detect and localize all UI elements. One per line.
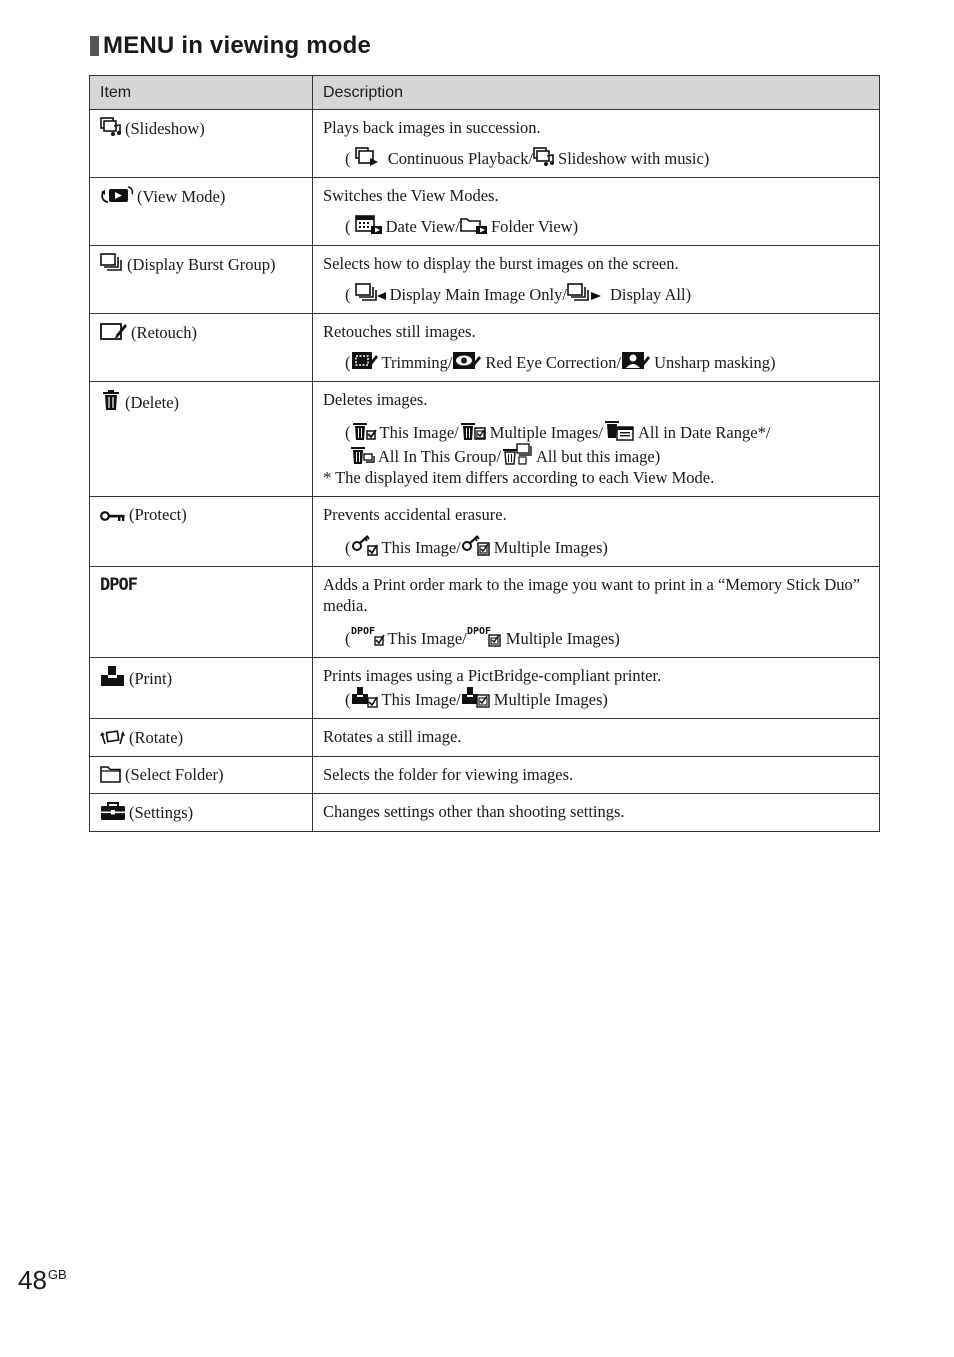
delete-all-but-this-icon	[501, 443, 533, 465]
option-label: Multiple Images)	[493, 690, 608, 709]
retouch-icon	[100, 321, 128, 341]
display-all-icon	[567, 283, 607, 303]
item-cell	[90, 719, 313, 757]
item-cell	[90, 246, 313, 314]
description-cell	[313, 497, 880, 567]
option-label: This Image/	[381, 538, 461, 557]
protect-this-image-icon	[351, 534, 379, 556]
description-text: Deletes images.	[323, 390, 428, 409]
description-text: Switches the View Modes.	[323, 186, 499, 205]
heading-text: MENU in viewing mode	[103, 32, 372, 59]
column-header-description: Description	[313, 76, 880, 110]
item-cell	[90, 314, 313, 382]
red-eye-correction-icon	[452, 351, 482, 371]
toolbox-icon	[100, 801, 126, 821]
table-row	[90, 757, 880, 794]
open-paren: (	[345, 353, 351, 372]
options-line	[323, 147, 869, 169]
option-label: Multiple Images)	[493, 538, 608, 557]
delete-multiple-icon	[459, 421, 487, 441]
description-text: Selects the folder for viewing images.	[323, 765, 574, 784]
description-text: Changes settings other than shooting settings.	[323, 802, 625, 821]
svg-text:DPOF: DPOF	[350, 626, 375, 637]
print-this-image-icon	[351, 686, 379, 708]
key-icon	[100, 509, 126, 523]
table-row	[90, 794, 880, 832]
page-number-value: 48	[18, 1265, 47, 1295]
delete-date-range-icon	[603, 419, 635, 441]
options-line	[323, 534, 869, 558]
options-line	[323, 351, 869, 373]
item-label: (Settings)	[129, 803, 194, 822]
protect-multiple-icon	[461, 534, 491, 556]
item-cell	[90, 382, 313, 497]
description-cell	[313, 757, 880, 794]
menu-table	[89, 75, 880, 832]
description-text: Adds a Print order mark to the image you want to print in a “Memory Stick Duo” media.	[323, 575, 861, 615]
table-row	[90, 567, 880, 658]
date-view-icon	[355, 215, 383, 235]
open-paren: (	[345, 149, 351, 168]
folder-icon	[100, 765, 122, 783]
table-row	[90, 658, 880, 719]
description-text: Selects how to display the burst images on the screen.	[323, 254, 679, 273]
dpof-multiple-icon	[467, 625, 503, 647]
delete-this-image-icon	[351, 421, 377, 441]
open-paren: (	[345, 690, 351, 709]
item-label: (Print)	[129, 669, 173, 688]
item-label: (Delete)	[125, 393, 180, 412]
description-cell	[313, 110, 880, 178]
option-label: Red Eye Correction/	[485, 353, 622, 372]
item-label: (Retouch)	[131, 323, 197, 342]
slideshow-music-icon	[533, 147, 555, 167]
folder-view-icon	[460, 215, 488, 235]
description-text: Prevents accidental erasure.	[323, 505, 507, 524]
option-label: All In This Group/	[378, 447, 501, 466]
item-label: (Select Folder)	[125, 765, 224, 784]
description-text: Retouches still images.	[323, 322, 476, 341]
description-cell	[313, 178, 880, 246]
table-header-row	[90, 76, 880, 110]
option-label: Trimming/	[381, 353, 453, 372]
svg-text:DPOF: DPOF	[466, 626, 491, 637]
description-text: Rotates a still image.	[323, 727, 462, 746]
options-line	[323, 686, 869, 710]
option-label: Slideshow with music)	[558, 149, 710, 168]
description-cell	[313, 658, 880, 719]
option-label: Display All)	[609, 285, 692, 304]
option-label: Folder View)	[490, 217, 579, 236]
trimming-icon	[351, 351, 379, 371]
section-heading	[90, 32, 371, 60]
item-cell	[90, 757, 313, 794]
description-cell	[313, 246, 880, 314]
table-row	[90, 110, 880, 178]
options-line	[323, 419, 869, 443]
footnote: * The displayed item differs according to each View Mode.	[323, 468, 715, 487]
description-cell	[313, 567, 880, 658]
burst-group-icon	[100, 253, 124, 273]
table-row	[90, 497, 880, 567]
item-label: (Protect)	[129, 505, 187, 524]
open-paren: (	[345, 217, 351, 236]
slideshow-icon	[100, 117, 122, 137]
view-mode-icon	[100, 185, 134, 205]
open-paren: (	[345, 629, 351, 648]
description-cell	[313, 314, 880, 382]
option-label: Display Main Image Only/	[389, 285, 567, 304]
item-cell	[90, 794, 313, 832]
open-paren: (	[345, 538, 351, 557]
dpof-this-image-icon	[351, 625, 385, 647]
description-text: Prints images using a PictBridge-compliant printer.	[323, 666, 662, 685]
item-cell	[90, 178, 313, 246]
column-header-item: Item	[90, 76, 313, 110]
page-number	[18, 1265, 67, 1296]
printer-icon	[100, 665, 126, 687]
table-row	[90, 719, 880, 757]
rotate-icon	[100, 726, 126, 746]
continuous-playback-icon	[355, 147, 381, 167]
option-label: All in Date Range*/	[637, 423, 771, 442]
option-label: This Image/	[379, 423, 459, 442]
description-cell	[313, 719, 880, 757]
description-cell	[313, 794, 880, 832]
description-text: Plays back images in succession.	[323, 118, 541, 137]
option-label: Continuous Playback/	[387, 149, 534, 168]
item-label: (Slideshow)	[125, 119, 205, 138]
table-row	[90, 382, 880, 497]
trash-icon	[100, 389, 122, 411]
delete-group-icon	[349, 445, 375, 465]
option-label: This Image/	[381, 690, 461, 709]
open-paren: (	[345, 423, 351, 442]
options-line	[323, 215, 869, 237]
item-label: (Display Burst Group)	[127, 255, 276, 274]
item-label: (View Mode)	[137, 187, 226, 206]
option-label: Multiple Images)	[505, 629, 620, 648]
table-row	[90, 178, 880, 246]
options-line	[323, 625, 869, 649]
options-line	[323, 283, 869, 305]
item-cell	[90, 497, 313, 567]
item-cell	[90, 658, 313, 719]
options-line-2	[323, 443, 869, 467]
item-label: (Rotate)	[129, 728, 184, 747]
table-row	[90, 314, 880, 382]
option-label: This Image/	[387, 629, 467, 648]
display-main-image-icon	[355, 283, 387, 303]
unsharp-masking-icon	[621, 351, 651, 371]
page-region-code: GB	[47, 1267, 67, 1282]
dpof-icon: DPOF	[100, 575, 137, 595]
option-label: Unsharp masking)	[654, 353, 776, 372]
open-paren: (	[345, 285, 351, 304]
heading-marker	[90, 36, 99, 56]
print-multiple-icon	[461, 686, 491, 708]
table-row	[90, 246, 880, 314]
option-label: Multiple Images/	[489, 423, 603, 442]
description-cell	[313, 382, 880, 497]
item-cell	[90, 110, 313, 178]
option-label: All but this image)	[536, 447, 661, 466]
option-label: Date View/	[385, 217, 460, 236]
item-cell	[90, 567, 313, 658]
